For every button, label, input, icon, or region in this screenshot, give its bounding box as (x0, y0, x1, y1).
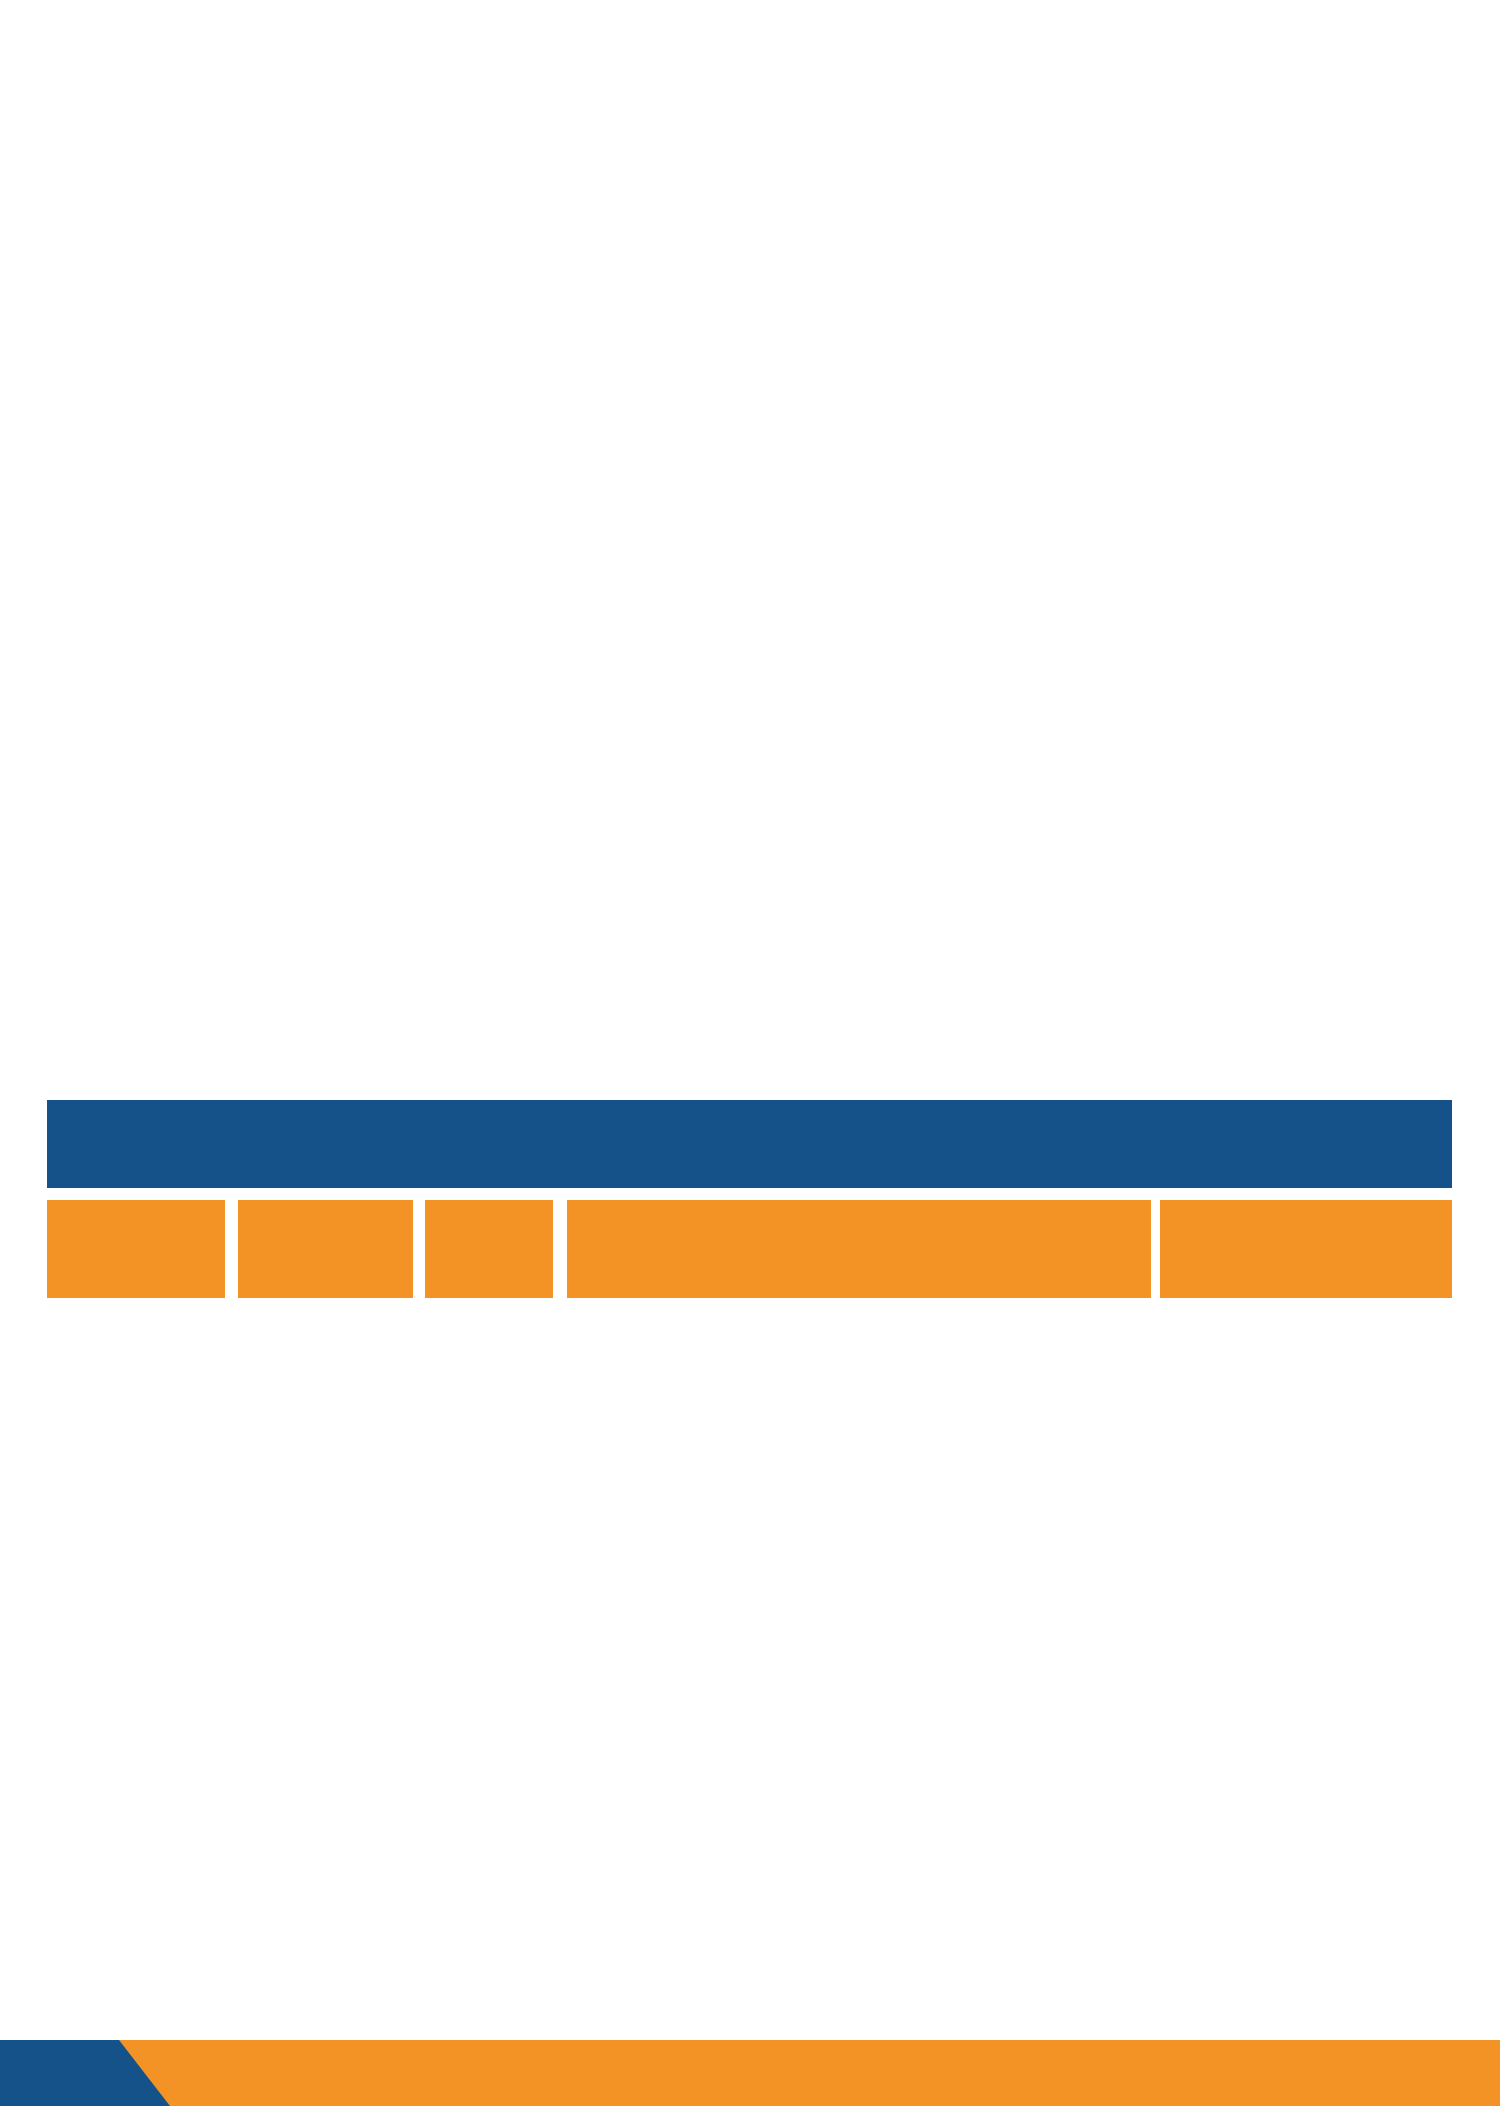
header-image (425, 1200, 553, 1298)
header-qty (47, 1200, 225, 1298)
footer-bar (0, 2040, 1500, 2106)
header-price (238, 1200, 413, 1298)
header-name (567, 1200, 1151, 1298)
section-title (47, 1100, 1452, 1188)
footer-blue-accent (0, 2040, 170, 2106)
header-code (1160, 1200, 1452, 1298)
